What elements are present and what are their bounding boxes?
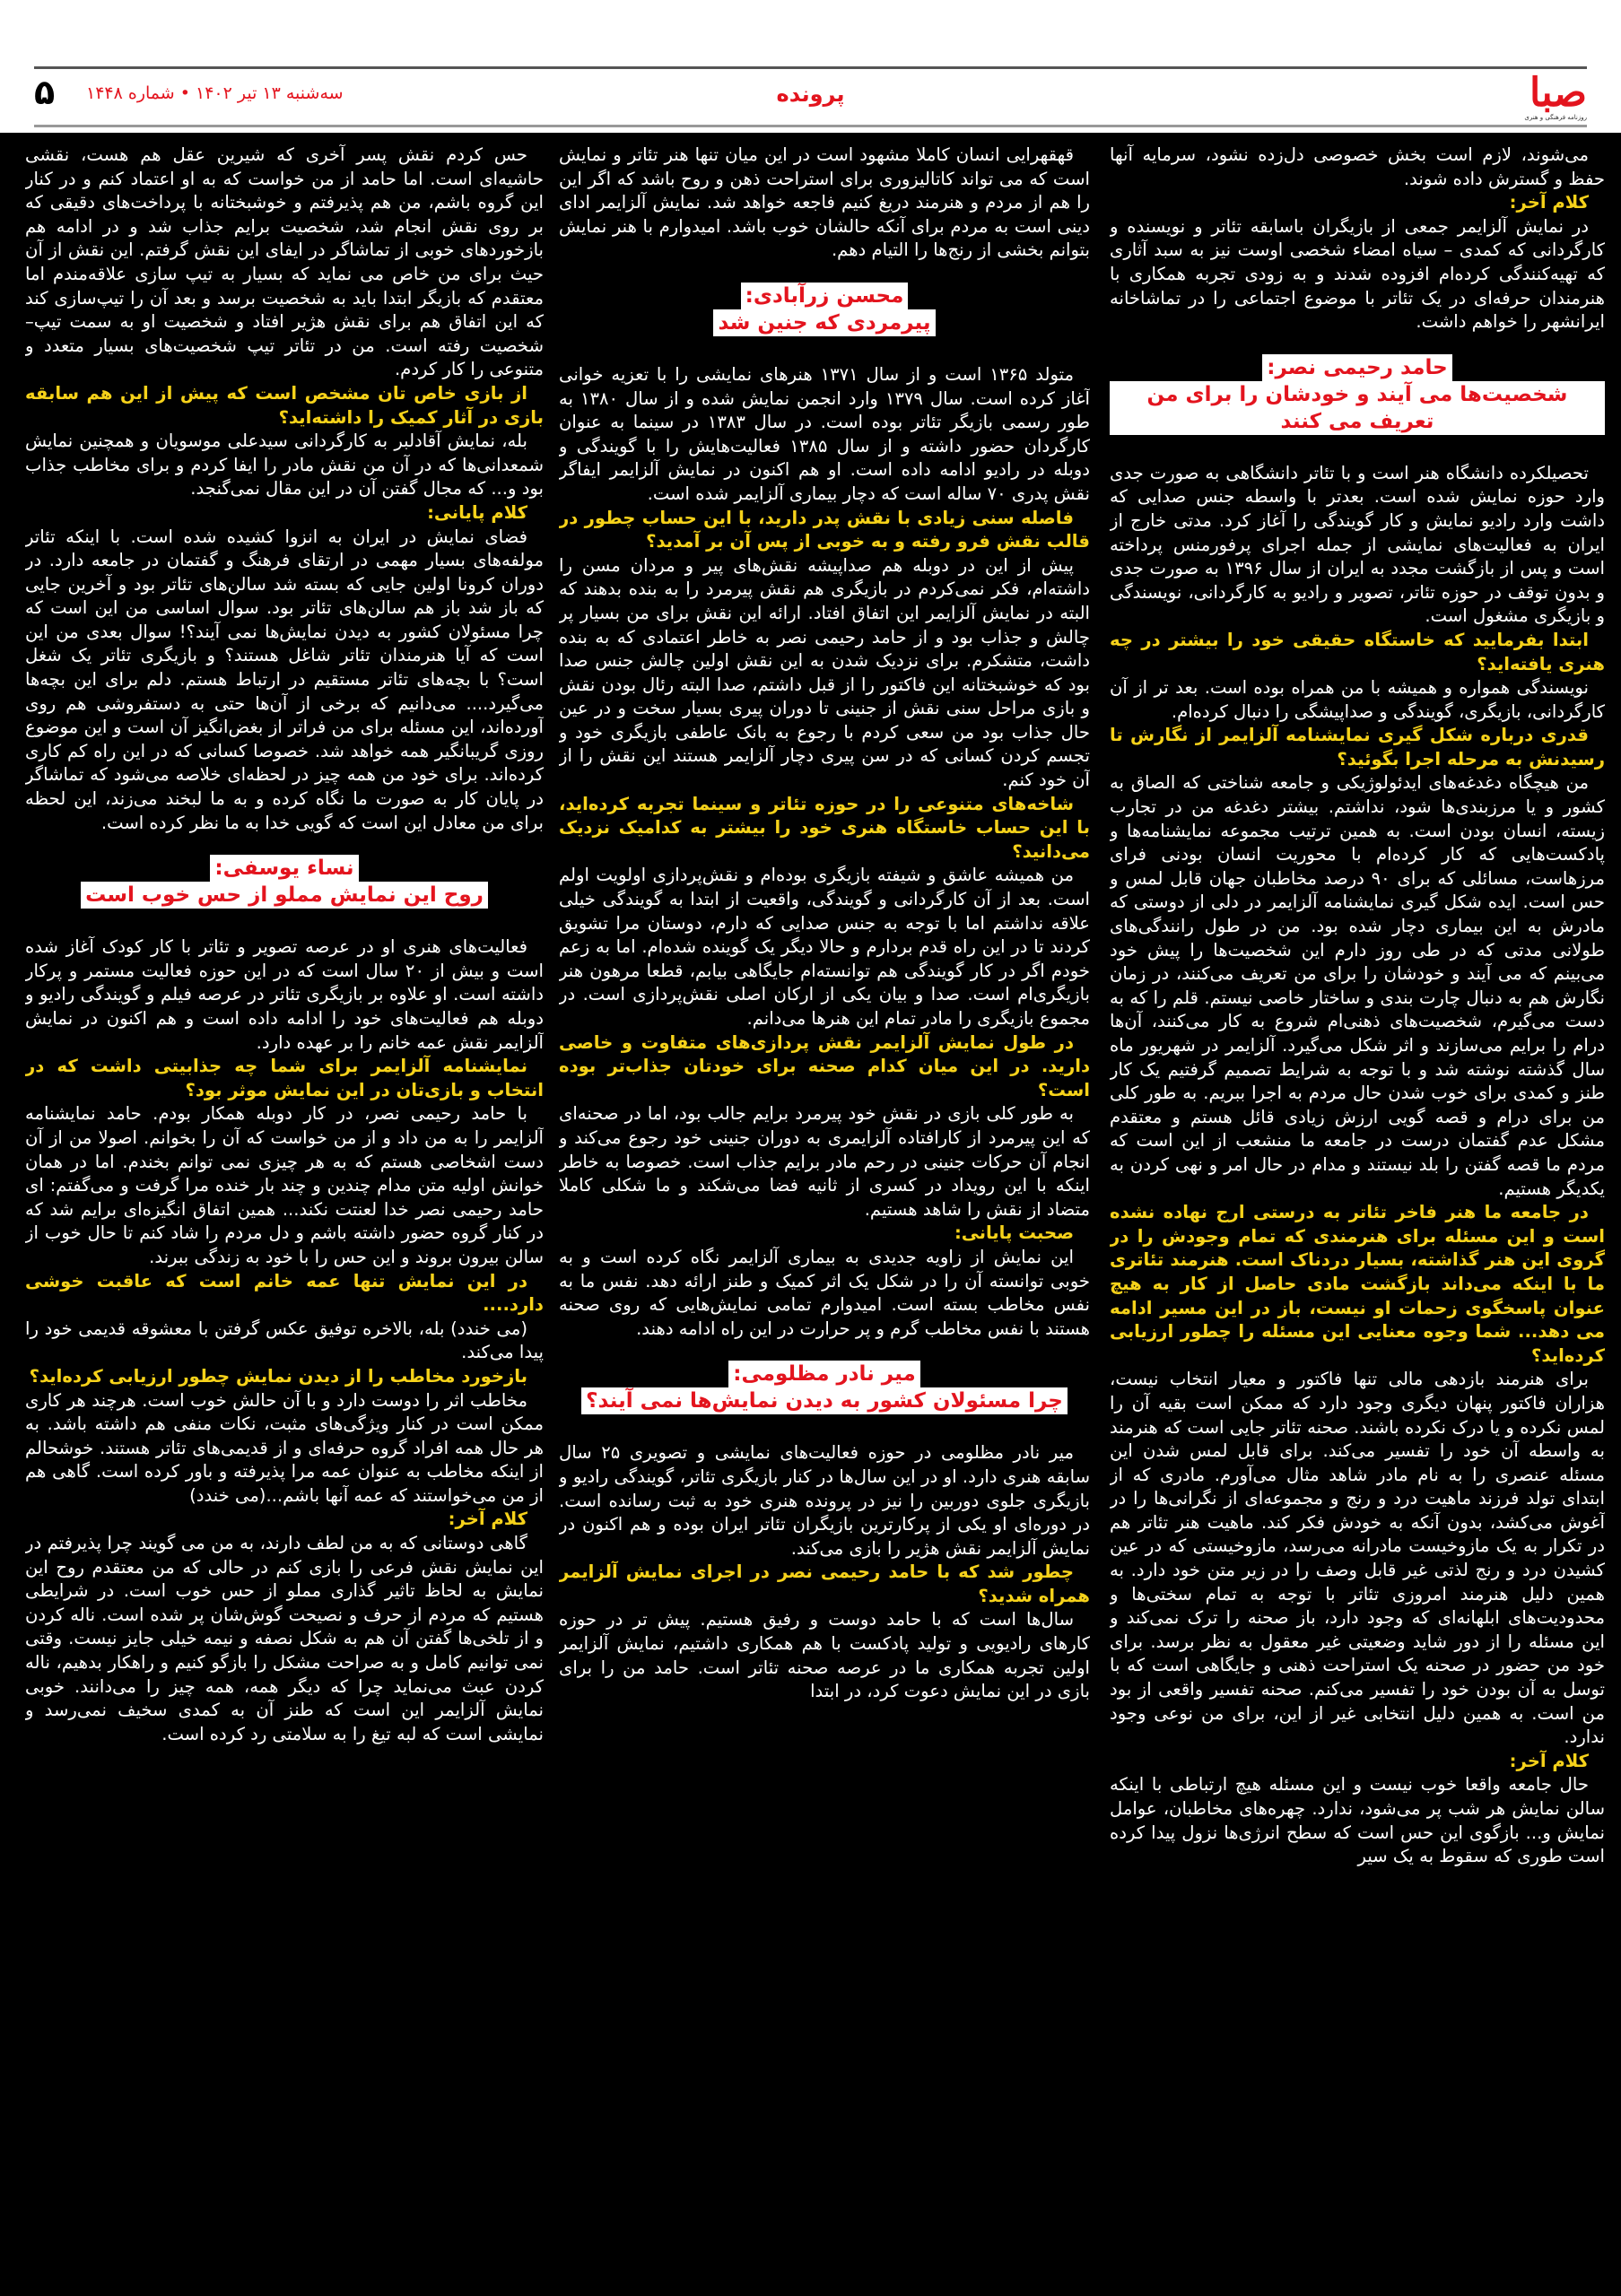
interviewee-name: محسن زرآبادی: bbox=[741, 283, 909, 309]
body-paragraph: حس کردم نقش پسر آخری که شیرین عقل هم هست، نقشی حاشیه‌ای است. اما حامد از من خواست که به او اعتماد کنم و در کنار این گروه باشم، من هم پذیرفتم و خوشبختانه با پرداخت‌های دقیقی که بر روی نقش انجام شد، شخصیت برایم جذاب شد و در ادامه هم بازخوردهای خوبی از تماشاگر در ایفای این نقش گرفتم. این نقش از آن حیث برای من خاص می نماید که بسیار به تیپ سازی علاقه‌مندم اما معتقدم که بازیگر ابتدا باید به شخصیت برسد و بعد آن را تیپ‌سازی کند که این اتفاق هم برای نقش هژیر افتاد و شخصیت او به سمت تیپ–شخصیت رفته است. من در تئاتر تیپ شخصیت‌های بسیار متعدد و متنوعی را کار کردم. bbox=[25, 144, 544, 380]
interview-question: در طول نمایش آلزایمر نقش پردازی‌های متفاوت و خاصی دارید. در این میان کدام صحنه برای خودتان جذاب‌تر بوده است؟ bbox=[559, 1031, 1090, 1100]
interview-question: شاخه‌های متنوعی را در حوزه تئاتر و سینما تجربه کرده‌اید، با این حساب خاستگاه هنری خود را بیشتر به کدامیک نزدیک می‌دانید؟ bbox=[559, 793, 1090, 862]
body-paragraph: متولد ۱۳۶۵ است و از سال ۱۳۷۱ هنرهای نمایشی را با تعزیه خوانی آغاز کرده است. سال ۱۳۷۹ وارد انجمن نمایش شده و از سال ۱۳۸۰ به طور رسمی بازیگر تئاتر بوده است. در سال ۱۳۸۳ در سینما به عنوان کارگردان حضور داشته و از سال ۱۳۸۵ فعالیت‌هایش را با گویندگی و دوبله در رادیو ادامه داده است. او هم اکنون در نمایش آلزایمر ایفاگر نقش پدری ۷۰ ساله است که دچار بیماری آلزایمر شده است. bbox=[559, 363, 1090, 504]
interviewee-name: حامد رحیمی نصر: bbox=[1262, 354, 1451, 381]
logo-text: صبا bbox=[1529, 70, 1587, 116]
interview-heading bbox=[25, 855, 544, 909]
column-right bbox=[1110, 144, 1605, 2285]
column-left bbox=[25, 144, 544, 2285]
body-paragraph: حال جامعه واقعا خوب نیست و این مسئله هیچ ارتباطی با اینکه سالن نمایش هر شب پر می‌شود، ندارد. چهره‌های مخاطبان، عوامل نمایش و... بازگوی این حس است که سطح انرژی‌ها نزول پیدا کرده است طوری که سقوط به یک سیر bbox=[1110, 1774, 1605, 1867]
interview-question: فاصله سنی زیادی با نقش پدر دارید، با این حساب چطور در قالب نقش فرو رفته و به خوبی از پس آن بر آمدید؟ bbox=[559, 507, 1090, 552]
interview-heading bbox=[1110, 354, 1605, 435]
interview-question: در جامعه ما هنر فاخر تئاتر به درستی ارج نهاده نشده است و این مسئله برای هنرمندی که تمام وجودش را در گروی این هنر گذاشته، بسیار دردناک است. هنرمند تئاتری ما با اینکه می‌داند بازگشت مادی حاصل از کار به هیچ عنوان پاسخگوی زحمات او نیست، باز در این مسیر ادامه می دهد... شما وجوه معنایی این مسئله را چطور ارزیابی کرده‌اید؟ bbox=[1110, 1202, 1605, 1366]
body-paragraph: سال‌ها است که با حامد دوست و رفیق هستیم. پیش تر در حوزه کارهای رادیویی و تولید پادکست با هم همکاری داشتیم، نمایش آلزایمر اولین تجربه همکاری ما در عرصه صحنه تئاتر است. حامد من را برای بازی در این نمایش دعوت کرد، در ابتدا bbox=[559, 1609, 1090, 1702]
interview-question: نمایشنامه آلزایمر برای شما چه جذابیتی داشت که در انتخاب و بازی‌تان در این نمایش موثر بود؟ bbox=[25, 1056, 544, 1100]
page-number: ۵ bbox=[34, 73, 56, 112]
interview-question: کلام پایانی: bbox=[427, 501, 527, 523]
logo-tagline: روزنامه فرهنگی و هنری bbox=[1524, 114, 1587, 121]
interview-question: قدری درباره شکل گیری نمایشنامه آلزایمر از نگارش تا رسیدنش به مرحله اجرا بگوئید؟ bbox=[1110, 725, 1605, 770]
interview-title: پیرمردی که جنین شد bbox=[713, 309, 935, 336]
body-paragraph: این نمایش از زاویه جدیدی به بیماری آلزایمر نگاه کرده است و به خوبی توانسته آن را در شکل یک اثر کمیک و طنز ارائه دهد. نفس ما به نفس مخاطب بسته است. امیدوارم تمامی نمایش‌هایی که روی صحنه هستند با نفس مخاطب گرم و پر حرارت در این راه ادامه دهند. bbox=[559, 1246, 1090, 1339]
body-paragraph: مخاطب اثر را دوست دارد و با آن حالش خوب است. هرچند هر کاری ممکن است در کنار ویژگی‌های مثبت، نکات منفی هم داشته باشد. به هر حال همه افراد گروه حرفه‌ای و از قدیمی‌های تئاتر هستند. خوشحالم از اینکه مخاطب به عنوان عمه مرا پذیرفته و باور کرده است. گاهی هم از من می‌خواستند که عمه آنها باشم...(می خندد) bbox=[25, 1389, 544, 1506]
body-paragraph: قهقهرایی انسان کاملا مشهود است در این میان تنها هنر تئاتر و نمایش است که می تواند کاتالیزوری برای استراحت ذهن و روح باشد که اگر این را هم از مردم و هنرمند دریغ کنیم فاجعه خواهد شد. نمایش آلزایمر ادای دینی است به مردم برای آنکه حالشان خوب باشد. امیدوارم با هنر نمایش بتوانم بخشی از رنج‌ها را التیام دهم. bbox=[559, 144, 1090, 261]
body-paragraph: میر نادر مظلومی در حوزه فعالیت‌های نمایشی و تصویری ۲۵ سال سابقه هنری دارد. او در این سال‌ها در کنار بازیگری تئاتر، گویندگی رادیو و بازیگری جلوی دوربین را نیز در پرونده هنری خود به ثبت رسانده است. در دوره‌ای او یکی از پرکارترین بازیگران تئاتر ایران بوده و هم اکنون در نمایش آلزایمر نقش هژیر را بازی می‌کند. bbox=[559, 1442, 1090, 1559]
body-paragraph: می‌شوند، لازم است بخش خصوصی دل‌زده نشود، سرمایه آنها حفظ و گسترش داده شوند. bbox=[1110, 144, 1605, 189]
interview-title: روح این نمایش مملو از حس خوب است bbox=[81, 882, 488, 909]
body-paragraph: فعالیت‌های هنری او در عرصه تصویر و تئاتر با کار کودک آغاز شده است و بیش از ۲۰ سال است که در این حوزه فعالیت مستمر و پرکار داشته است. او علاوه بر بازیگری تئاتر در عرصه فیلم و گویندگی رادیو و دوبله هم فعالیت‌های خود را ادامه داده است و هم اکنون در نمایش آلزایمر نقش عمه خانم را بر عهده دارد. bbox=[25, 936, 544, 1053]
interview-heading bbox=[559, 283, 1090, 336]
body-paragraph: من هیچگاه دغدغه‌های ایدئولوژیکی و جامعه شناختی که الصاق به کشور و یا مرزبندی‌ها شود، نداشتم. بیشتر دغدغه من در تجارب زیسته، انسان بودن است. به همین ترتیب مجموعه نمایشنامه‌ها و پادکست‌هایی که کار کرده‌ام با محوریت انسان بودنی فرای مرزهاست، مسائلی که برای ۹۰ درصد مخاطبان جهان قابل لمس و حس است. ایده شکل گیری نمایشنامه آلزایمر در دلی از دوستی که مادرش به این بیماری دچار شده بود. من در طول رانندگی‌های طولانی مدتی که در طی روز دارم این شخصیت‌ها را پیش خود می‌بینم که می آیند و خودشان را برای من تعریف می‌کنند، در زمان نگارش هم به دنبال چارت بندی و ساختار خاصی نیستم. قلم را که به دست می‌گیرم، شخصیت‌های ذهنی‌ام شروع به کار می‌کنند، آن‌ها درام را برایم می‌سازند و اثر شکل می‌گیرد. آلزایمر در شهریور ماه سال گذشته نوشته شد و با توجه به شرایط تصمیم گرفتیم یک کار طنز و کمدی برای خوب شدن حال مردم به اجرا ببریم. به طور کلی من برای درام و قصه گویی ارزش زیادی قائل هستم و معتقدم مشکل عدم گفتمان درست در جامعه ما منشعب از این است که مردم ما قصه گفتن را بلد نیستند و مدام در حال امر و نهی کردن به یکدیگر هستیم. bbox=[1110, 772, 1605, 1199]
body-paragraph: برای هنرمند بازدهی مالی تنها فاکتور و معیار انتخاب نیست، هزاران فاکتور پنهان دیگری وجود دارد که ممکن است بقیه آن را لمس نکرده و یا درک نکرده باشند. صحنه تئاتر جایی است که هنرمند به واسطه آن خود را تفسیر می‌کند. برای قابل لمس شدن این مسئله عنصری را به نام مادر شاهد مثال می‌آورم. مادری که از ابتدای تولد فرزند ماهیت درد و رنج و مجموعه‌ای از نگرانی‌ها را در آغوش می‌کشد، بدون آنکه به خودش فکر کند. ماهیت هنر تئاتر هم در تکرار به یک مازوخیست مادرانه می‌رسد، مازوخیستی که در عین کشیدن درد و رنج لذتی غیر قابل وصف را در زیر متن خود دارد. به همین دلیل هنرمند امروزی تئاتر با توجه به تمام سختی‌ها و محدودیت‌های ابلهانه‌ای که وجود دارد، باز صحنه را ترک نمی‌کند و این مسئله را از دور شاید وضعیتی غیر معقول به نظر برسد. برای خود من حضور در صحنه یک استراحت ذهنی و جایگاهی است که با توسل به آن بودن خود را تفسیر می‌کنم. صحنه تفسیر واقعی از بود من است. به همین دلیل انتخابی غیر از این، برای من نوعی وجود ندارد. bbox=[1110, 1369, 1605, 1748]
body-paragraph: با حامد رحیمی نصر، در کار دوبله همکار بودم. حامد نمایشنامه آلزایمر را به من داد و از من خواست که آن را بخوانم. اصولا من از آن دست اشخاصی هستم که به هر چیزی نمی توانم بخندم. اما در همان خوانش اولیه متن مدام چندین و چند بار خنده مرا گرفت و می‌گفتم: ای حامد رحیمی نصر خدا لعنتت نکند... همین اتفاق انگیزه‌ای برایم شد که در کنار گروه حضور داشته باشم و دل مردم را شاد کنم تا حال خوب از سالن بیرون بروند و این حس را با خود به زندگی ببرند. bbox=[25, 1103, 544, 1267]
body-paragraph: در نمایش آلزایمر جمعی از بازیگران باسابقه تئاتر و نویسنده و کارگردانی که کمدی – سیاه امضاء شخصی اوست نیز به سبد آثاری که تهیه‌کنندگی کرده‌ام افزوده شدند و به زودی تجربه همکاری با هنرمندان حرفه‌ای در یک تئاتر با موضوع اجتماعی را در تماشاخانه ایرانشهر را خواهم داشت. bbox=[1110, 215, 1605, 333]
interviewee-name: نساء یوسفی: bbox=[210, 855, 358, 882]
interview-question: ابتدا بفرمایید که خاستگاه حقیقی خود را بیشتر در چه هنری یافته‌اید؟ bbox=[1110, 629, 1605, 674]
interview-title: شخصیت‌ها می آیند و خودشان را برای من تعریف می کنند bbox=[1110, 381, 1605, 435]
interview-question: چطور شد که با حامد رحیمی نصر در اجرای نمایش آلزایمر همراه شدید؟ bbox=[559, 1561, 1090, 1606]
interview-question: کلام آخر: bbox=[1509, 1750, 1589, 1771]
dateline: سه‌شنبه ۱۳ تیر ۱۴۰۲ • شماره ۱۴۴۸ bbox=[86, 83, 344, 103]
interview-question: کلام آخر: bbox=[448, 1509, 527, 1530]
body-paragraph: من همیشه عاشق و شیفته بازیگری بوده‌ام و نقش‌پردازی اولویت اولم است. بعد از آن کارگردانی و گویندگی، واقعیت از ابتدا به گویندگی خیلی علاقه نداشتم اما با توجه به جنس صدایی که دارم، دوستان مرا تشویق کردند تا در این راه قدم بردارم و حالا دیگر یک گوینده شده‌ام. اما به زعم خودم اگر در کار گویندگی هم توانسته‌ام جایگاهی بیابم، قطعا مرهون هنر بازیگری‌ام است. صدا و بیان یکی از ارکان اصلی نقش‌پردازی است. در مجموع بازیگری را مادر تمام این هنرها می‌دانم. bbox=[559, 865, 1090, 1029]
interview-question: صحبت پایانی: bbox=[954, 1222, 1074, 1244]
interview-question: از بازی خاص تان مشخص است که پیش از این هم سابقه بازی در آثار کمیک را داشته‌اید؟ bbox=[25, 382, 544, 428]
body-paragraph: نویسندگی همواره و همیشه با من همراه بوده است. بعد تر از آن کارگردانی، بازیگری، گویندگی و صداپیشگی را دنبال کرده‌ام. bbox=[1110, 677, 1605, 722]
body-paragraph: گاهی دوستانی که به من لطف دارند، به من می گویند چرا پذیرفتم در این نمایش نقش فرعی را بازی کنم در حالی که من معتقدم روح این نمایش به لحاظ تاثیر گذاری مملو از حس خوب است. در شرایطی هستیم که مردم از حرف و نصیحت گوش‌شان پر شده است. ناله کردن و از تلخی‌ها گفتن آن هم به شکل نصفه و نیمه خیلی جایز نیست. وقتی نمی توانیم کامل و به صراحت مشکل را بازگو کنیم و راهکار بدهیم، ناله کردن عبث می‌نماید چرا که دیگر همه، همه چیز را می‌دانند. خوبی نمایش آلزایمر این است که طنز آن به کمدی سخیف نمی‌رسد و نمایشی است که لبه تیغ را به سلامتی رد کرده است. bbox=[25, 1533, 544, 1744]
interview-heading bbox=[559, 1361, 1090, 1414]
body-paragraph: (می خندد) بله، بالاخره توفیق عکس گرفتن با معشوقه قدیمی خود را پیدا می‌کند. bbox=[25, 1318, 544, 1363]
body-paragraph: پیش از این در دوبله هم صداپیشه نقش‌های پیر و مردان مسن را داشته‌ام، فکر نمی‌کردم در بازیگری هم نقش پیرمرد را به بنده بدهند که البته در نمایش آلزایمر این اتفاق افتاد. ارائه این نقش برای من بسیار پر چالش و جذاب بود و از حامد رحیمی نصر به خاطر اعتمادی که به بنده داشت، متشکرم. برای نزدیک شدن به این نقش اولین چالش جنس صدا بود که خوشبختانه این فاکتور را از قبل داشتم، صدا البته رئال بودن نقش و بازی مراحل سنی نقش از جنینی تا دوران پیری بسیار سخت و در عین حال جذاب بود من سعی کردم با رجوع به بانک عاطفی بازیگری خود و تجسم کردن کسانی که در سن پیری دچار آلزایمر هستند این نقش را از آن خود کنم. bbox=[559, 554, 1090, 791]
masthead bbox=[34, 66, 1587, 127]
interview-question: بازخورد مخاطب را از دیدن نمایش چطور ارزیابی کرده‌اید؟ bbox=[29, 1365, 527, 1387]
section-title: پرونده bbox=[776, 82, 845, 107]
interviewee-name: میر نادر مظلومی: bbox=[728, 1361, 919, 1387]
body-paragraph: به طور کلی بازی در نقش خود پیرمرد برایم جالب بود، اما در صحنه‌ای که این پیرمرد از کارافتاده آلزایمری به دوران جنینی خود رجوع می‌کند و انجام آن حرکات جنینی در رحم مادر برایم جذاب است. خصوصا به خاطر اینکه با این رویداد در کسری از ثانیه فضا می‌شکند و ما شکلی کاملا متضاد از نقش را شاهد هستیم. bbox=[559, 1103, 1090, 1220]
body-paragraph: فضای نمایش در ایران به انزوا کشیده شده است. با اینکه تئاتر مولفه‌های بسیار مهمی در ارتقای فرهنگ و گفتمان در جامعه دارد. در دوران کرونا اولین جایی که بسته شد سالن‌های تئاتر بود و آخرین جایی که باز شد باز هم سالن‌های تئاتر بود. سوال اساسی من این است که چرا مسئولان کشور به دیدن نمایش‌ها نمی آیند؟! سوال بعدی من این است که آیا هنرمندان تئاتر شاغل هستند؟ و بازیگری تئاتر یک شغل است؟ با بچه‌های تئاتر مستقیم در ارتباط هستم. دلم برای این بچه‌ها می‌گیرد.... می‌دانیم که برخی از آن‌ها حتی به دستفروشی هم روی آورده‌اند، این مسئله برای من فراتر از بغض‌انگیز آن است و این موضوع روزی گریبانگیر همه خواهد شد. خصوصا کسانی که در این راه کم کاری کرده‌اند. برای خود من همه چیز در لحظه‌ای خلاصه می‌شود که تماشاگر در پایان کار به صورت ما نگاه کرده و به ما لبخند می‌زند، این لحظه برای من معادل این است که گویی خدا به ما نظر کرده است. bbox=[25, 526, 544, 833]
interview-question: کلام آخر: bbox=[1509, 192, 1589, 213]
body-paragraph: تحصیلکرده دانشگاه هنر است و با تئاتر دانشگاهی به صورت جدی وارد حوزه نمایش شده است. بعدتر با واسطه جنس صدایی که داشت وارد رادیو نمایش و کار گویندگی را آغاز کرد. مدتی خارج از ایران به فعالیت‌های نمایشی از جمله اجرای پرفورمنس پرداخته است و پس از بازگشت مجدد به ایران از سال ۱۳۹۶ به صورت جدی و بدون توقف در حوزه تئاتر، تصویر و رادیو به کارگردانی، نویسندگی و بازیگری مشغول است. bbox=[1110, 462, 1605, 627]
interview-question: در این نمایش تنها عمه خانم است که عاقبت خوشی دارد.... bbox=[25, 1270, 544, 1316]
column-middle bbox=[559, 144, 1090, 2285]
interview-title: چرا مسئولان کشور به دیدن نمایش‌ها نمی آیند؟ bbox=[581, 1387, 1068, 1414]
body-paragraph: بله، نمایش آقادلبر به کارگردانی سیدعلی موسویان و همچنین نمایش شمعدانی‌ها که در آن من نقش مادر را ایفا کردم و برای مخاطب جذاب بود و... که مجال گفتن آن در این مقال نمی‌گنجد. bbox=[25, 430, 544, 500]
